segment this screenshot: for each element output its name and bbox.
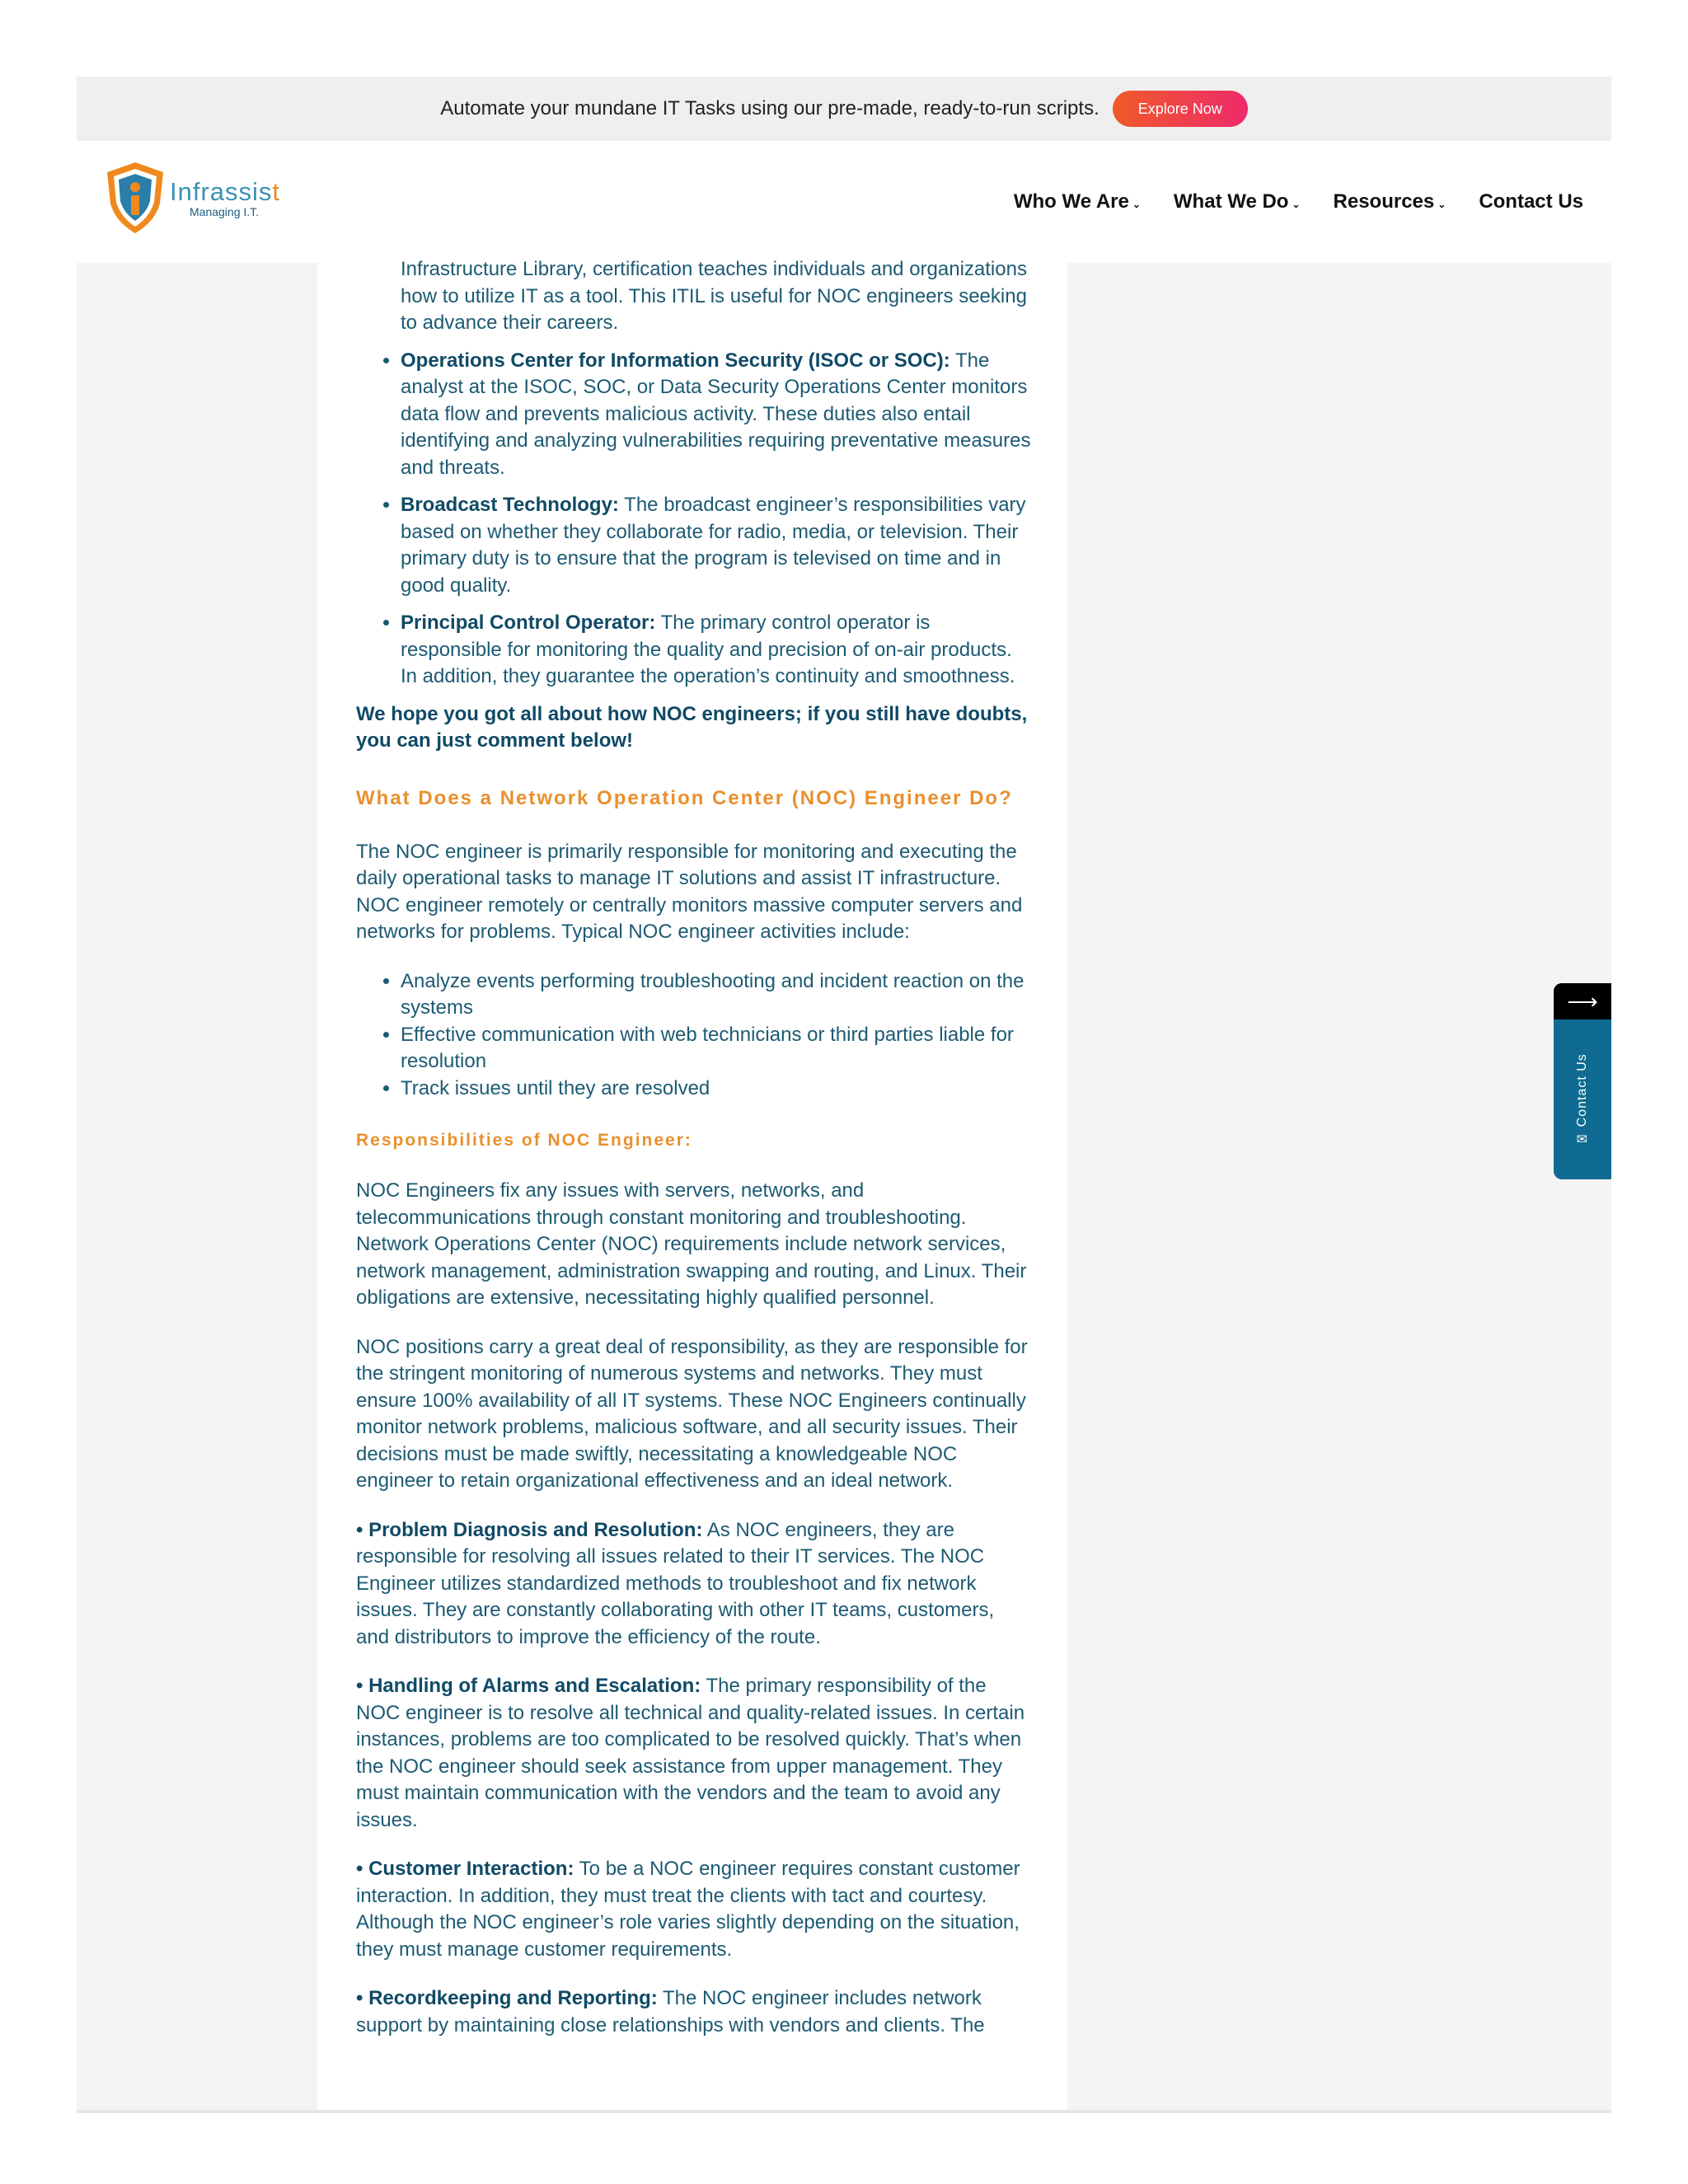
- explore-now-button[interactable]: Explore Now: [1113, 91, 1248, 127]
- mail-icon: ✉: [1576, 1132, 1589, 1147]
- contact-us-side-tab[interactable]: [1554, 983, 1611, 1179]
- nav-who-we-are[interactable]: Who We Are ⌄: [1013, 190, 1141, 213]
- intro-paragraph: The NOC engineer is primarily responsible for monitoring and executing the daily operational tasks to manage IT solutions and assist IT infrastructure. NOC engineer remotely or centrally monitors massive computer servers and networks for problems. Typical NOC engineer activities include:: [356, 840, 1023, 943]
- site-logo[interactable]: [104, 161, 280, 235]
- responsibilities-paragraph: NOC Engineers fix any issues with servers, networks, and telecommunications through constant monitoring and troubleshooting. Network Operations Center (NOC) requirements include network services, network management, administration swapping and routing, and Linux. Their obligations are extensive, necessitating highly qualified personnel.: [356, 1179, 1027, 1309]
- main-nav: [1014, 141, 1583, 263]
- closing-note: We hope you got all about how NOC engineers; if you still have doubts, you can just comment below!: [356, 702, 1028, 752]
- list-item: • Analyze events performing troubleshooting and incident reaction on the systems: [401, 968, 1032, 1022]
- article-content: [356, 256, 1032, 2061]
- duty-paragraph: • Customer Interaction: To be a NOC engineer requires constant customer interaction. In addition, they must treat the clients with tact and courtesy. Although the NOC engineer’s role varies slightly depending on the situation, they must manage customer requirements.: [356, 1858, 1020, 1961]
- nav-resources[interactable]: Resources ⌄: [1333, 190, 1447, 213]
- logo-wordmark: [170, 176, 281, 218]
- activities-list: [356, 968, 1032, 1103]
- list-item: • Principal Control Operator: The primary control operator is responsible for monitoring the quality and precision of on-air products. In addition, they guarantee the operation’s continuity and smoothness.: [401, 610, 1032, 691]
- chevron-down-icon: ⌄: [1292, 199, 1301, 210]
- nav-contact-us[interactable]: Contact Us: [1479, 190, 1583, 213]
- responsibilities-paragraph: NOC positions carry a great deal of responsibility, as they are responsible for the stringent monitoring of numerous systems and networks. They must ensure 100% availability of all IT systems. These NOC Engineers continually monitor network problems, malicious software, and all security issues. Their decisions must be made swiftly, necessitating a knowledgeable NOC engineer to retain organizational effectiveness and an ideal network.: [356, 1335, 1028, 1492]
- duty-paragraph: • Handling of Alarms and Escalation: The primary responsibility of the NOC engineer is to resolve all technical and quality-related issues. In certain instances, problems are too complicated to be resolved quickly. That’s when the NOC engineer should seek assistance from upper management. They must maintain communication with the vendors and the team to avoid any issues.: [356, 1675, 1025, 1831]
- promo-text: Automate your mundane IT Tasks using our pre-made, ready-to-run scripts.: [440, 97, 1100, 120]
- logo-tagline: Managing I.T.: [190, 204, 260, 218]
- shield-logo-icon: [104, 161, 166, 235]
- browser-frame: [77, 77, 1611, 2113]
- duty-paragraph: • Problem Diagnosis and Resolution: As NOC engineers, they are responsible for resolving all issues related to their IT services. The NOC Engineer utilizes standardized methods to troubleshoot and fix network issues. They are constantly collaborating with other IT teams, customers, and distributors to improve the efficiency of the route.: [356, 1518, 995, 1648]
- contact-tab-label: Contact Us: [1575, 1053, 1590, 1127]
- section-heading: What Does a Network Operation Center (NOC) Engineer Do?: [356, 786, 1013, 809]
- list-item: Infrastructure Library, certification teaches individuals and organizations how to utilize IT as a tool. This ITIL is useful for NOC engineers seeking to advance their careers.: [401, 258, 1027, 334]
- chevron-down-icon: ⌄: [1437, 199, 1447, 210]
- promo-bar: [77, 77, 1611, 141]
- article-column: [317, 258, 1067, 2113]
- site-header: [77, 141, 1611, 263]
- arrow-right-icon[interactable]: ⟶: [1554, 983, 1611, 1019]
- nav-what-we-do[interactable]: What We Do ⌄: [1173, 190, 1301, 213]
- career-path-list: [356, 256, 1032, 691]
- contact-tab-label-wrap: [1554, 1019, 1611, 1179]
- list-item: • Broadcast Technology: The broadcast engineer’s responsibilities vary based on whether they collaborate for radio, media, or television. Their primary duty is to ensure that the program is televised on time and in good quality.: [401, 492, 1032, 599]
- subsection-heading: Responsibilities of NOC Engineer:: [356, 1131, 692, 1150]
- list-item: • Effective communication with web technicians or third parties liable for resolution: [401, 1022, 1032, 1076]
- list-item: • Operations Center for Information Security (ISOC or SOC): The analyst at the ISOC, SOC, or Data Security Operations Center monitors data flow and prevents malicious activity. These duties also entail identifying and analyzing vulnerabilities requiring preventative measures and threats.: [401, 348, 1032, 482]
- list-item: • Track issues until they are resolved: [401, 1076, 1032, 1103]
- chevron-down-icon: ⌄: [1132, 199, 1141, 210]
- duty-paragraph: • Recordkeeping and Reporting: The NOC engineer includes network support by maintaining close relationships with vendors and clients. The: [356, 1987, 985, 2036]
- logo-name: Infrassist: [170, 176, 281, 206]
